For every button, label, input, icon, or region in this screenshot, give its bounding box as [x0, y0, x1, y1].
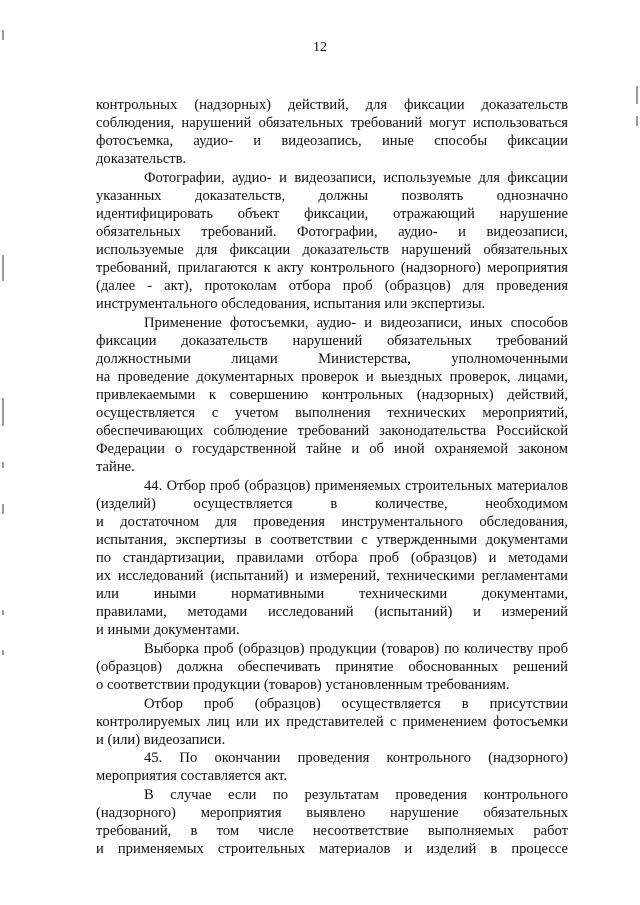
text-line: фотосъемка, аудио- и видеозапись, иные способы фиксации	[96, 133, 568, 150]
scan-edge-mark	[2, 398, 4, 426]
text-line: испытания, экспертизы в соответствии с утвержденными документами	[96, 531, 568, 548]
text-line: обеспечивающих соблюдение требований законодательства Российской	[96, 423, 568, 440]
text-line: должностными лицами Министерства, уполномоченными	[96, 350, 568, 367]
text-line: их исследований (испытаний) и измерений, техническими регламентами	[96, 568, 568, 584]
text-line: Федерации о государственной тайне и об иной охраняемой законом	[96, 441, 568, 458]
scan-edge-mark	[2, 255, 4, 281]
text-line: обязательных требований. Фотографии, аудио- и видеозаписи,	[96, 223, 568, 240]
text-line: идентифицировать объект фиксации, отражающий нарушение	[96, 205, 568, 222]
scan-edge-mark	[2, 30, 4, 40]
text-line: соблюдения, нарушений обязательных требований могут использоваться	[96, 115, 568, 132]
paragraph	[96, 749, 568, 785]
text-line: привлекаемыми к совершению контрольных (надзорных) действий,	[96, 386, 568, 403]
paragraph	[96, 640, 568, 694]
text-line: инструментального обследования, испытания или экспертизы.	[96, 296, 486, 313]
text-line: 45. По окончании проведения контрольного (надзорного)	[144, 750, 568, 767]
text-line: и (или) видеозаписи.	[96, 731, 226, 748]
text-line: требований, в том числе несоответствие выполняемых работ	[96, 823, 568, 840]
text-line: о соответствии продукции (товаров) установленным требованиям.	[96, 676, 510, 693]
text-line: доказательств.	[96, 151, 187, 168]
text-line: фиксации доказательств нарушений обязательных требований	[96, 332, 568, 349]
paragraph	[96, 96, 568, 168]
paragraph	[96, 786, 568, 858]
text-line: контрольных (надзорных) действий, для фиксации доказательств	[96, 97, 568, 113]
scan-edge-mark	[636, 86, 638, 104]
text-line: и достаточном для проведения инструментального обследования,	[96, 513, 568, 530]
text-line: по стандартизации, правилами отбора проб (образцов) и методами	[96, 549, 568, 566]
text-line: указанных доказательств, должны позволять однозначно	[96, 187, 568, 204]
paragraph	[96, 695, 568, 749]
text-line: Фотографии, аудио- и видеозаписи, используемые для фиксации	[144, 169, 568, 186]
text-line: осуществляется с учетом выполнения технических мероприятий,	[96, 404, 568, 421]
text-line: (надзорного) мероприятия выявлено нарушение обязательных	[96, 804, 568, 821]
text-line: (образцов) должна обеспечивать принятие обоснованных решений	[96, 658, 568, 675]
document-body	[96, 96, 568, 859]
text-line: и применяемых строительных материалов и изделий в процессе	[96, 841, 568, 858]
text-line: и иными документами.	[96, 622, 240, 639]
text-line: Выборка проб (образцов) продукции (товаров) по количеству проб	[144, 640, 568, 657]
text-line: Отбор проб (образцов) осуществляется в присутствии	[144, 695, 568, 712]
text-line: или иными нормативными техническими документами,	[96, 586, 568, 603]
scan-edge-mark	[636, 116, 638, 126]
paragraph	[96, 314, 568, 476]
scan-edge-mark	[2, 650, 4, 655]
paragraph	[96, 169, 568, 313]
text-line: правилами, методами исследований (испытаний) и измерений	[96, 604, 568, 621]
scan-edge-mark	[2, 610, 4, 615]
text-line: мероприятия составляется акт.	[96, 768, 288, 785]
text-line: используемые для фиксации доказательств нарушений обязательных	[96, 241, 568, 258]
text-line: Применение фотосъемки, аудио- и видеозаписи, иных способов	[144, 314, 568, 331]
text-line: (изделий) осуществляется в количестве, необходимом	[96, 495, 568, 512]
text-line: В случае если по результатам проведения контрольного	[144, 786, 568, 803]
text-line: тайне.	[96, 459, 135, 476]
text-line: контролируемых лиц или их представителей с применением фотосъемки	[96, 713, 568, 730]
text-line: 44. Отбор проб (образцов) применяемых строительных материалов	[144, 477, 568, 494]
text-line: на проведение документарных проверок и выездных проверок, лицами,	[96, 368, 568, 385]
scan-edge-mark	[2, 504, 4, 514]
text-line: (далее - акт), протоколам отбора проб (образцов) для проведения	[96, 278, 568, 295]
text-line: требований, прилагаются к акту контрольного (надзорного) мероприятия	[96, 260, 568, 277]
scan-edge-mark	[2, 462, 4, 468]
page-number: 12	[313, 40, 327, 55]
paragraph	[96, 477, 568, 639]
